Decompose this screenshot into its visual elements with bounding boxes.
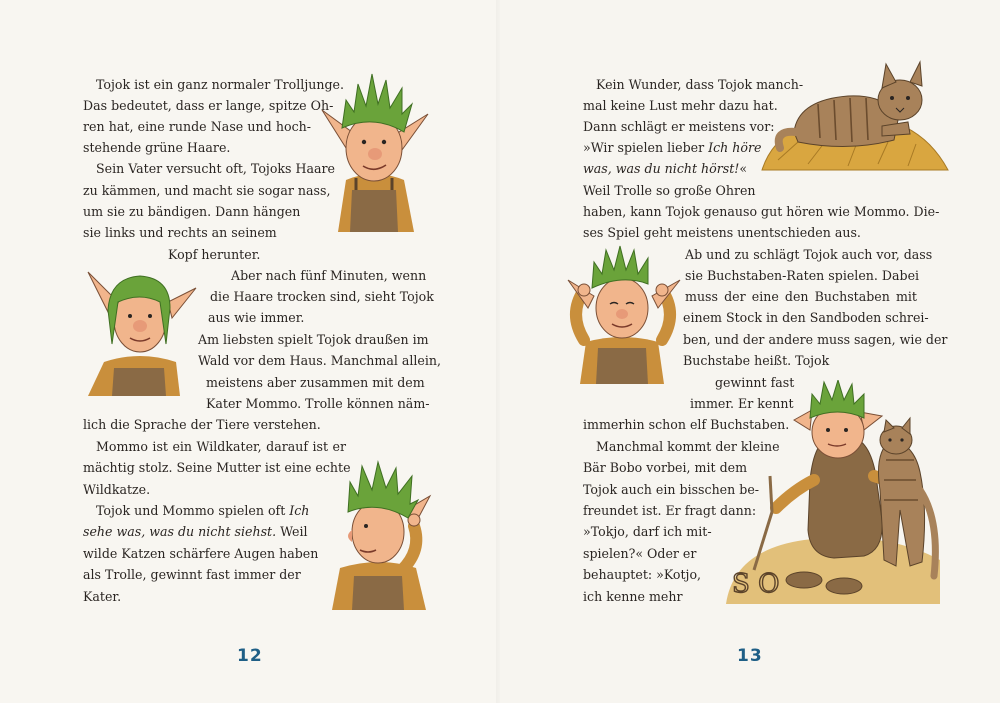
- text-line: Manchmal kommt der kleine: [596, 439, 780, 454]
- text-line: um sie zu bändigen. Dann hängen: [83, 204, 301, 219]
- text-line: die Haare trocken sind, sieht Tojok: [210, 289, 434, 304]
- text-line: mächtig stolz. Seine Mutter ist eine echte: [83, 460, 351, 475]
- text-line: Kopf herunter.: [168, 247, 261, 262]
- text-line: sie Buchstaben-Raten spielen. Dabei: [685, 268, 920, 283]
- troll-wet-hair-illustration: [84, 262, 200, 398]
- text-line: sie links und rechts an seinem: [83, 225, 277, 240]
- text-line: einem Stock in den Sandboden schrei-: [683, 310, 929, 325]
- text-line: Buchstabe heißt. Tojok: [683, 353, 830, 368]
- text-line: mal keine Lust mehr dazu hat.: [583, 98, 778, 113]
- cat-on-hay-illustration: [758, 60, 952, 174]
- text-line: Kater Mommo. Trolle können näm-: [206, 396, 430, 411]
- text-line: ben, und der andere muss sagen, wie der: [683, 332, 948, 347]
- game-title-italic: Ich höre: [708, 140, 762, 155]
- troll-listening-illustration: [564, 244, 684, 386]
- game-title-italic: was, was du nicht hörst!: [583, 161, 740, 176]
- text-line: meistens aber zusammen mit dem: [206, 375, 425, 390]
- text-line: zu kämmen, und macht sie sogar nass,: [83, 183, 331, 198]
- troll-thinking-illustration: [326, 460, 434, 612]
- game-title-italic: sehe was, was du nicht siehst.: [83, 524, 277, 539]
- text-line: spielen?« Oder er: [583, 546, 697, 561]
- page-number: 13: [737, 646, 763, 666]
- page-number: 12: [237, 646, 263, 666]
- text-line: lich die Sprache der Tiere verstehen.: [83, 417, 321, 432]
- text-line: Ab und zu schlägt Tojok auch vor, dass: [685, 247, 933, 262]
- text-line: gewinnt fast: [715, 375, 795, 390]
- text-line: [83, 521, 308, 542]
- text-line: stehende grüne Haare.: [83, 140, 231, 155]
- text-line: Tojok ist ein ganz normaler Trolljunge.: [96, 77, 344, 92]
- text-line: immer. Er kennt: [690, 396, 794, 411]
- text-line: immerhin schon elf Buchstaben.: [583, 417, 790, 432]
- text-line: Dann schlägt er meistens vor:: [583, 119, 775, 134]
- text-line: Bär Bobo vorbei, mit dem: [583, 460, 748, 475]
- text-line: wilde Katzen schärfere Augen haben: [83, 546, 319, 561]
- text-span: Tojok und Mommo spielen oft: [96, 503, 290, 518]
- text-line: »Tokjo, darf ich mit-: [583, 524, 712, 539]
- text-line: Kater.: [83, 589, 122, 604]
- text-line: Wald vor dem Haus. Manchmal allein,: [198, 353, 442, 368]
- game-title-italic: Ich: [289, 503, 310, 518]
- text-line: Am liebsten spielt Tojok draußen im: [198, 332, 429, 347]
- text-line: Weil Trolle so große Ohren: [583, 183, 756, 198]
- text-line: haben, kann Tojok genauso gut hören wie Mommo. Die-: [583, 204, 940, 219]
- text-line: Mommo ist ein Wildkater, darauf ist er: [96, 439, 346, 454]
- troll-and-cat-drawing-letters-illustration: [724, 380, 942, 606]
- text-line: Aber nach fünf Minuten, wenn: [231, 268, 427, 283]
- text-line: behauptet: »Kotjo,: [583, 567, 702, 582]
- text-line: als Trolle, gewinnt fast immer der: [83, 567, 301, 582]
- text-line: ses Spiel geht meistens unentschieden aus.: [583, 225, 861, 240]
- text-line: Sein Vater versucht oft, Tojoks Haare: [96, 161, 335, 176]
- text-line: ren hat, eine runde Nase und hoch-: [83, 119, 311, 134]
- text-line: [583, 158, 747, 179]
- text-line: freundet ist. Er fragt dann:: [583, 503, 757, 518]
- text-span: «: [739, 161, 748, 176]
- text-line: [583, 137, 761, 158]
- sand-letters: S O: [732, 569, 780, 599]
- text-line: Tojok auch ein bisschen be-: [583, 482, 760, 497]
- right-page: [500, 0, 1000, 703]
- text-line: Das bedeutet, dass er lange, spitze Oh-: [83, 98, 334, 113]
- text-line: aus wie immer.: [208, 310, 305, 325]
- text-line: Kein Wunder, dass Tojok manch-: [596, 77, 804, 92]
- text-span: Weil: [276, 524, 308, 539]
- troll-spiky-hair-illustration: [316, 70, 432, 234]
- text-line: ich kenne mehr: [583, 589, 683, 604]
- text-line: muss der eine den Buchstaben mit: [685, 289, 917, 304]
- text-line: [96, 500, 309, 521]
- text-line: Wildkatze.: [83, 482, 151, 497]
- text-span: »Wir spielen lieber: [583, 140, 709, 155]
